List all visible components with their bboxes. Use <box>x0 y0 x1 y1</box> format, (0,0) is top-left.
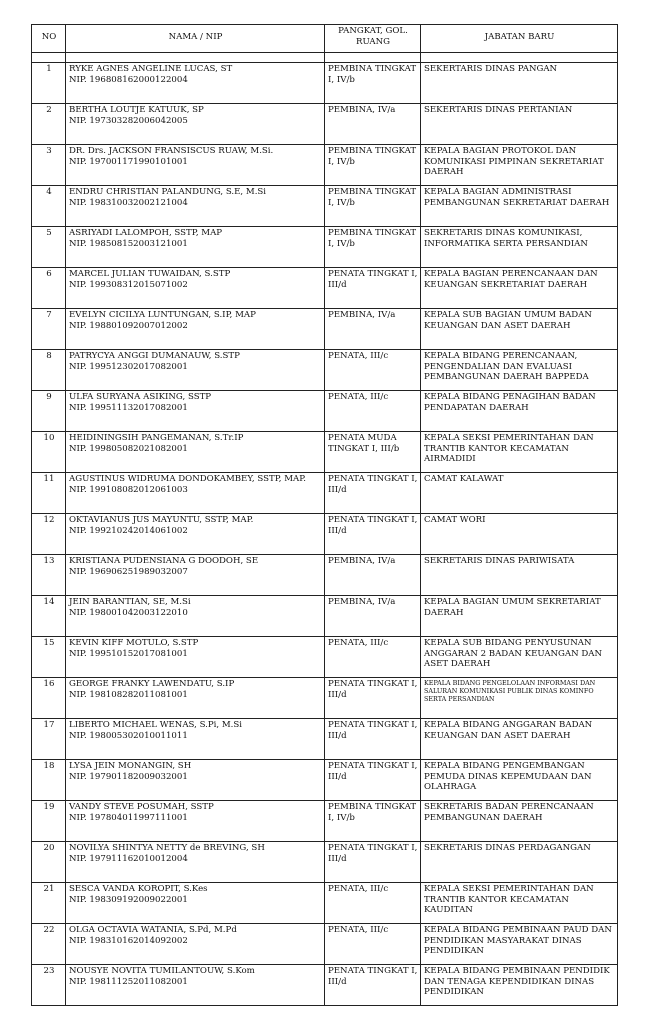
employee-name: EVELYN CICILYA LUNTUNGAN, S.IP, MAP <box>69 310 256 320</box>
new-position-cell: KEPALA BIDANG PERENCANAAN, PENGENDALIAN DAN EVALUASI PEMBANGUNAN DAERAH BAPPEDA <box>421 350 618 391</box>
table-row <box>32 391 618 432</box>
header-pangkat: PANGKAT, GOL. RUANG <box>325 25 421 53</box>
new-position-cell: CAMAT WORI <box>421 514 618 555</box>
new-position-cell: KEPALA BIDANG ANGGARAN BADAN KEUANGAN DAN ASET DAERAH <box>421 719 618 760</box>
row-number: 9 <box>32 391 66 432</box>
name-nip-cell <box>66 309 325 350</box>
rank-cell: PENATA TINGKAT I, III/d <box>325 268 421 309</box>
employee-name: NOVILYA SHINTYA NETTY de BREVING, SH <box>69 843 265 853</box>
employee-nip: NIP. 197804011997111001 <box>69 812 188 823</box>
name-nip-cell <box>66 801 325 842</box>
employee-nip: NIP. 199512302017082001 <box>69 361 188 372</box>
row-number: 17 <box>32 719 66 760</box>
rank-cell: PENATA, III/c <box>325 924 421 965</box>
employee-name: OKTAVIANUS JUS MAYUNTU, SSTP, MAP. <box>69 515 254 525</box>
rank-cell: PENATA TINGKAT I, III/d <box>325 760 421 801</box>
spacer-row <box>32 53 618 63</box>
row-number: 3 <box>32 145 66 186</box>
employee-nip: NIP. 199210242014061002 <box>69 525 188 536</box>
name-nip-cell <box>66 555 325 596</box>
name-nip-cell <box>66 268 325 309</box>
table-row <box>32 883 618 924</box>
employee-name: DR. Drs. JACKSON FRANSISCUS RUAW, M.Si. <box>69 146 274 156</box>
row-number: 14 <box>32 596 66 637</box>
row-number: 21 <box>32 883 66 924</box>
employee-nip: NIP. 198111252011082001 <box>69 976 188 987</box>
table-row <box>32 473 618 514</box>
rank-cell: PENATA TINGKAT I, III/d <box>325 842 421 883</box>
new-position-cell: SEKRETARIS DINAS PARIWISATA <box>421 555 618 596</box>
employee-nip: NIP. 199511132017082001 <box>69 402 188 413</box>
table-row <box>32 227 618 268</box>
rank-cell: PENATA, III/c <box>325 350 421 391</box>
new-position-cell: SEKRETARIS DINAS PERDAGANGAN <box>421 842 618 883</box>
employee-nip: NIP. 197001171990101001 <box>69 156 188 167</box>
row-number: 20 <box>32 842 66 883</box>
new-position-cell: SEKRETARIS DINAS KOMUNIKASI, INFORMATIKA SERTA PERSANDIAN <box>421 227 618 268</box>
name-nip-cell <box>66 719 325 760</box>
table-row <box>32 350 618 391</box>
employee-nip: NIP. 196808162000122004 <box>69 74 188 85</box>
rank-cell: PENATA TINGKAT I, III/d <box>325 678 421 719</box>
employee-nip: NIP. 198001042003122010 <box>69 607 188 618</box>
name-nip-cell <box>66 760 325 801</box>
employee-nip: NIP. 196906251989032007 <box>69 566 188 577</box>
name-nip-cell <box>66 186 325 227</box>
employee-nip: NIP. 198309192009022001 <box>69 894 188 905</box>
new-position-cell: KEPALA SUB BAGIAN UMUM BADAN KEUANGAN DAN ASET DAERAH <box>421 309 618 350</box>
new-position-cell: KEPALA BIDANG PEMBINAAN PAUD DAN PENDIDIKAN MASYARAKAT DINAS PENDIDIKAN <box>421 924 618 965</box>
employee-name: PATRYCYA ANGGI DUMANAUW, S.STP <box>69 351 240 361</box>
name-nip-cell <box>66 145 325 186</box>
employee-nip: NIP. 198310162014092002 <box>69 935 188 946</box>
employee-name: BERTHA LOUTJE KATUUK, SP <box>69 105 204 115</box>
name-nip-cell <box>66 63 325 104</box>
employee-name: LIBERTO MICHAEL WENAS, S.Pi, M.Si <box>69 720 243 730</box>
employee-nip: NIP. 199108082012061003 <box>69 484 188 495</box>
name-nip-cell <box>66 227 325 268</box>
new-position-cell: SEKERTARIS DINAS PERTANIAN <box>421 104 618 145</box>
rank-cell: PENATA, III/c <box>325 637 421 678</box>
employee-name: NOUSYE NOVITA TUMILANTOUW, S.Kom <box>69 966 255 976</box>
row-number: 19 <box>32 801 66 842</box>
name-nip-cell <box>66 432 325 473</box>
table-row <box>32 965 618 1006</box>
row-number: 6 <box>32 268 66 309</box>
new-position-cell: SEKRETARIS BADAN PERENCANAAN PEMBANGUNAN DAERAH <box>421 801 618 842</box>
employee-name: KRISTIANA PUDENSIANA G DOODOH, SE <box>69 556 259 566</box>
rank-cell: PEMBINA TINGKAT I, IV/b <box>325 63 421 104</box>
employee-name: ULFA SURYANA ASIKING, SSTP <box>69 392 212 402</box>
new-position-cell: KEPALA SEKSI PEMERINTAHAN DAN TRANTIB KANTOR KECAMATAN KAUDITAN <box>421 883 618 924</box>
employee-name: KEVIN KIFF MOTULO, S.STP <box>69 638 199 648</box>
row-number: 10 <box>32 432 66 473</box>
rank-cell: PENATA TINGKAT I, III/d <box>325 719 421 760</box>
row-number: 12 <box>32 514 66 555</box>
rank-cell: PEMBINA TINGKAT I, IV/b <box>325 145 421 186</box>
table-row <box>32 309 618 350</box>
employee-nip: NIP. 197303282006042005 <box>69 115 188 126</box>
appointment-table <box>31 24 618 1006</box>
row-number: 5 <box>32 227 66 268</box>
table-row <box>32 719 618 760</box>
employee-name: MARCEL JULIAN TUWAIDAN, S.STP <box>69 269 231 279</box>
new-position-cell: KEPALA BIDANG PENGELOLAAN INFORMASI DAN SALURAN KOMUNIKASI PUBLIK DINAS KOMINFO SERTA PERSANDIAN <box>421 678 618 719</box>
row-number: 13 <box>32 555 66 596</box>
name-nip-cell <box>66 514 325 555</box>
name-nip-cell <box>66 883 325 924</box>
new-position-cell: SEKERTARIS DINAS PANGAN <box>421 63 618 104</box>
new-position-cell: KEPALA BIDANG PENGEMBANGAN PEMUDA DINAS KEPEMUDAAN DAN OLAHRAGA <box>421 760 618 801</box>
row-number: 8 <box>32 350 66 391</box>
rank-cell: PENATA TINGKAT I, III/d <box>325 514 421 555</box>
table-row <box>32 596 618 637</box>
rank-cell: PENATA, III/c <box>325 391 421 432</box>
rank-cell: PENATA TINGKAT I, III/d <box>325 965 421 1006</box>
employee-nip: NIP. 198310032002121004 <box>69 197 188 208</box>
new-position-cell: KEPALA BIDANG PENAGIHAN BADAN PENDAPATAN DAERAH <box>421 391 618 432</box>
employee-name: LYSA JEIN MONANGIN, SH <box>69 761 192 771</box>
row-number: 2 <box>32 104 66 145</box>
employee-name: ENDRU CHRISTIAN PALANDUNG, S.E, M.Si <box>69 187 267 197</box>
header-nama-nip: NAMA / NIP <box>66 25 325 53</box>
employee-nip: NIP. 199510152017081001 <box>69 648 188 659</box>
table-row <box>32 678 618 719</box>
table-row <box>32 801 618 842</box>
row-number: 11 <box>32 473 66 514</box>
row-number: 15 <box>32 637 66 678</box>
employee-nip: NIP. 198108282011081001 <box>69 689 188 700</box>
employee-name: ASRIYADI LALOMPOH, SSTP, MAP <box>69 228 223 238</box>
name-nip-cell <box>66 596 325 637</box>
row-number: 23 <box>32 965 66 1006</box>
header-jabatan: JABATAN BARU <box>421 25 618 53</box>
table-row <box>32 924 618 965</box>
table-row <box>32 637 618 678</box>
rank-cell: PENATA MUDA TINGKAT I, III/b <box>325 432 421 473</box>
new-position-cell: KEPALA SUB BIDANG PENYUSUNAN ANGGARAN 2 BADAN KEUANGAN DAN ASET DAERAH <box>421 637 618 678</box>
table-row <box>32 760 618 801</box>
new-position-cell: KEPALA BIDANG PEMBINAAN PENDIDIK DAN TENAGA KEPENDIDIKAN DINAS PENDIDIKAN <box>421 965 618 1006</box>
table-row <box>32 145 618 186</box>
row-number: 22 <box>32 924 66 965</box>
employee-name: SESCA VANDA KOROPIT, S.Kes <box>69 884 208 894</box>
header-no: NO <box>32 25 66 53</box>
name-nip-cell <box>66 350 325 391</box>
rank-cell: PEMBINA TINGKAT I, IV/b <box>325 186 421 227</box>
new-position-cell: KEPALA SEKSI PEMERINTAHAN DAN TRANTIB KANTOR KECAMATAN AIRMADIDI <box>421 432 618 473</box>
rank-cell: PEMBINA, IV/a <box>325 309 421 350</box>
name-nip-cell <box>66 965 325 1006</box>
employee-name: VANDY STEVE POSUMAH, SSTP <box>69 802 214 812</box>
row-number: 18 <box>32 760 66 801</box>
row-number: 7 <box>32 309 66 350</box>
name-nip-cell <box>66 391 325 432</box>
new-position-cell: KEPALA BAGIAN ADMINISTRASI PEMBANGUNAN SEKRETARIAT DAERAH <box>421 186 618 227</box>
employee-nip: NIP. 199805082021082001 <box>69 443 188 454</box>
employee-nip: NIP. 197901182009032001 <box>69 771 188 782</box>
employee-nip: NIP. 197911162010012004 <box>69 853 188 864</box>
row-number: 4 <box>32 186 66 227</box>
row-number: 16 <box>32 678 66 719</box>
name-nip-cell <box>66 637 325 678</box>
rank-cell: PENATA TINGKAT I, III/d <box>325 473 421 514</box>
employee-nip: NIP. 199308312015071002 <box>69 279 188 290</box>
rank-cell: PEMBINA, IV/a <box>325 555 421 596</box>
employee-nip: NIP. 198801092007012002 <box>69 320 188 331</box>
employee-name: AGUSTINUS WIDRUMA DONDOKAMBEY, SSTP, MAP. <box>69 474 306 484</box>
name-nip-cell <box>66 842 325 883</box>
table-row <box>32 842 618 883</box>
employee-nip: NIP. 198005302010011011 <box>69 730 188 741</box>
table-body <box>32 53 618 1006</box>
new-position-cell: KEPALA BAGIAN PERENCANAAN DAN KEUANGAN SEKRETARIAT DAERAH <box>421 268 618 309</box>
rank-cell: PEMBINA TINGKAT I, IV/b <box>325 801 421 842</box>
new-position-cell: KEPALA BAGIAN PROTOKOL DAN KOMUNIKASI PIMPINAN SEKRETARIAT DAERAH <box>421 145 618 186</box>
name-nip-cell <box>66 678 325 719</box>
employee-name: RYKE AGNES ANGELINE LUCAS, ST <box>69 64 233 74</box>
table-row <box>32 186 618 227</box>
row-number: 1 <box>32 63 66 104</box>
table-header-row <box>32 25 618 53</box>
rank-cell: PENATA, III/c <box>325 883 421 924</box>
new-position-cell: CAMAT KALAWAT <box>421 473 618 514</box>
rank-cell: PEMBINA, IV/a <box>325 596 421 637</box>
employee-name: HEIDININGSIH PANGEMANAN, S.Tr.IP <box>69 433 244 443</box>
table-row <box>32 268 618 309</box>
table-row <box>32 432 618 473</box>
table-row <box>32 104 618 145</box>
employee-nip: NIP. 198508152003121001 <box>69 238 188 249</box>
employee-name: GEORGE FRANKY LAWENDATU, S.IP <box>69 679 235 689</box>
new-position-cell: KEPALA BAGIAN UMUM SEKRETARIAT DAERAH <box>421 596 618 637</box>
employee-name: JEIN BARANTIAN, SE, M.Si <box>69 597 191 607</box>
table-row <box>32 63 618 104</box>
rank-cell: PEMBINA, IV/a <box>325 104 421 145</box>
employee-name: OLGA OCTAVIA WATANIA, S.Pd, M.Pd <box>69 925 237 935</box>
name-nip-cell <box>66 924 325 965</box>
name-nip-cell <box>66 104 325 145</box>
rank-cell: PEMBINA TINGKAT I, IV/b <box>325 227 421 268</box>
table-row <box>32 514 618 555</box>
table-row <box>32 555 618 596</box>
name-nip-cell <box>66 473 325 514</box>
